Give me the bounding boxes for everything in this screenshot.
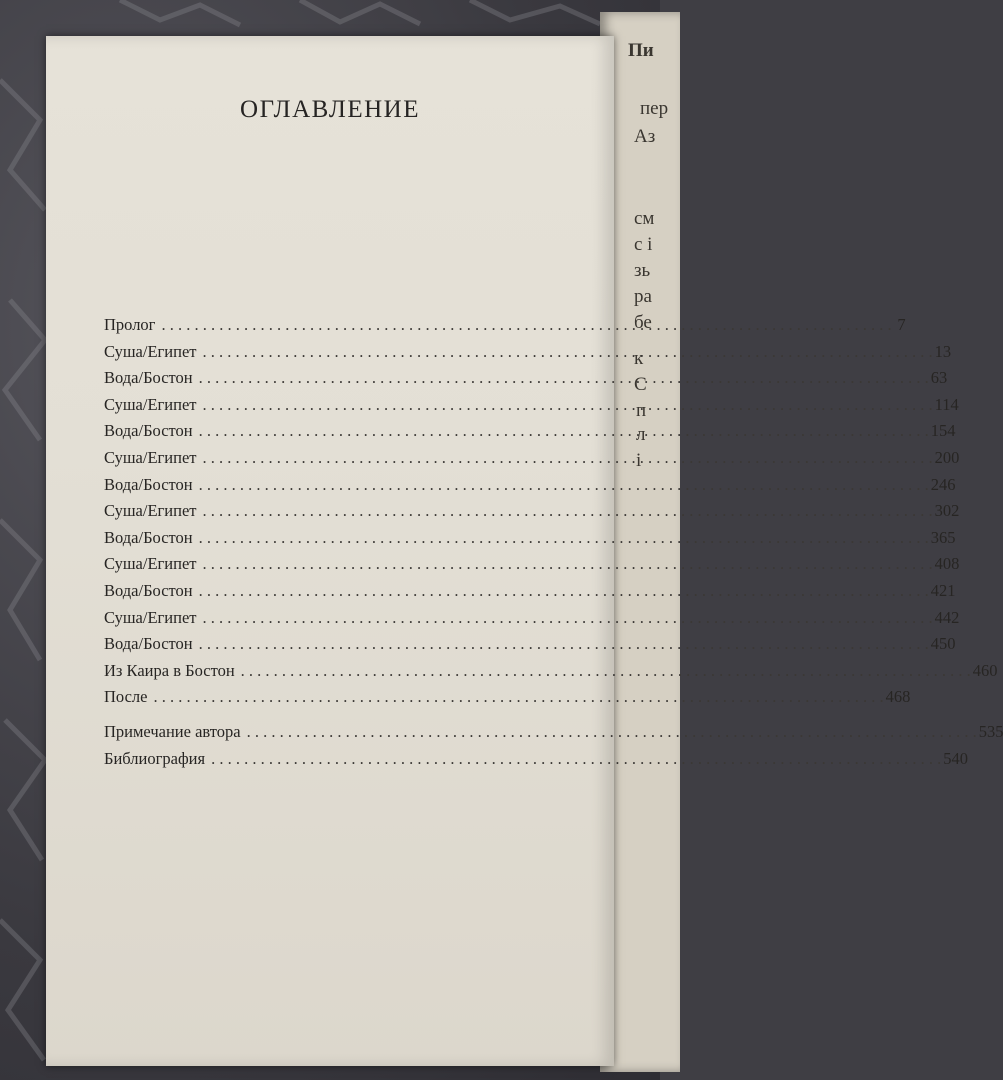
toc-entry-title: Пролог (104, 315, 156, 334)
adjacent-fragment: л (636, 424, 646, 445)
dot-leader (241, 658, 971, 685)
toc-entry (104, 658, 998, 685)
adjacent-fragment: С (634, 374, 647, 395)
toc-entry-title: Суша/Египет (104, 341, 197, 361)
toc-appendix-entry (104, 719, 1003, 746)
toc-entry-title: Вода/Бостон (104, 474, 193, 494)
toc-entry (104, 365, 948, 392)
toc-entry-title: Вода/Бостон (104, 421, 193, 441)
toc-entry (104, 578, 956, 605)
dot-leader (199, 525, 929, 552)
adjacent-fragment: пер (640, 98, 669, 119)
toc-entry-title: Вода/Бостон (104, 580, 193, 600)
adjacent-fragment: Пи (628, 40, 654, 61)
adjacent-fragment: см (634, 208, 655, 229)
adjacent-fragment: п (636, 400, 647, 421)
dot-leader (203, 392, 933, 419)
page-title: ОГЛАВЛЕНИЕ (240, 96, 420, 123)
toc-entry (104, 498, 960, 525)
toc-entry-page: 408 (934, 554, 960, 574)
toc-appendix-entry (104, 746, 968, 773)
toc-entry-page: 302 (934, 501, 960, 521)
toc-entry-title: Вода/Бостон (104, 527, 193, 547)
toc-entry-page: 450 (930, 634, 956, 654)
toc-entry-page: 365 (930, 527, 956, 547)
toc-entry-page: 421 (930, 580, 956, 600)
toc-entry (104, 684, 911, 711)
toc-entry (104, 525, 956, 552)
toc-entry-title: Библиография (104, 748, 206, 768)
dot-leader (199, 631, 929, 658)
toc-entry (104, 339, 952, 366)
adjacent-fragment: і (636, 450, 642, 471)
toc-entry-page: 540 (943, 748, 968, 768)
toc-entry-page: 13 (934, 341, 952, 361)
dot-leader (203, 445, 933, 472)
dot-leader (203, 498, 933, 525)
toc-entry (104, 445, 960, 472)
dot-leader (211, 746, 941, 773)
toc-entry-page: 468 (885, 687, 911, 707)
toc-entry-title: Суша/Египет (104, 501, 197, 521)
toc-entry-title: Суша/Египет (104, 554, 197, 574)
adjacent-fragment: Аз (634, 126, 656, 147)
toc-entry (104, 631, 956, 658)
toc-entry-title: Вода/Бостон (104, 634, 193, 654)
toc-entry-page: 442 (934, 607, 960, 627)
dot-leader (153, 684, 883, 711)
toc-entry-title: Суша/Египет (104, 607, 197, 627)
toc-entry-title: Суша/Египет (104, 447, 197, 467)
dot-leader (203, 339, 933, 366)
toc-entry-page: 246 (930, 474, 956, 494)
toc-entry-title: Из Каира в Бостон (104, 660, 235, 680)
dot-leader (199, 418, 929, 445)
toc-entry (104, 605, 960, 632)
toc-entry (104, 472, 956, 499)
dot-leader (161, 312, 891, 339)
adjacent-fragment: к (634, 348, 644, 369)
toc-entry-title: Вода/Бостон (104, 368, 193, 388)
dot-leader (203, 551, 933, 578)
dot-leader (203, 605, 933, 632)
adjacent-fragment: с і (634, 234, 653, 255)
toc-entry-title: Примечание автора (104, 721, 241, 741)
toc-entry-page: 460 (972, 660, 998, 680)
dot-leader (199, 578, 929, 605)
toc-entry-page: 535 (978, 721, 1003, 741)
dot-leader (199, 365, 929, 392)
dot-leader (199, 472, 929, 499)
toc-entry-page: 200 (934, 447, 960, 467)
toc-entry (104, 392, 959, 419)
adjacent-fragment: зь (634, 260, 651, 281)
dot-leader (247, 719, 977, 746)
toc-entry-title: Суша/Египет (104, 394, 197, 414)
adjacent-fragment: ра (634, 286, 652, 307)
toc-entry-title: После (104, 687, 148, 707)
adjacent-fragment: бе (634, 312, 652, 333)
toc-entry-page: 63 (930, 368, 948, 388)
toc-entry (104, 551, 960, 578)
toc-entry-page: 114 (934, 394, 959, 414)
toc-entry-page: 7 (897, 315, 906, 334)
toc-entry (104, 418, 956, 445)
toc-entry-page: 154 (930, 421, 956, 441)
